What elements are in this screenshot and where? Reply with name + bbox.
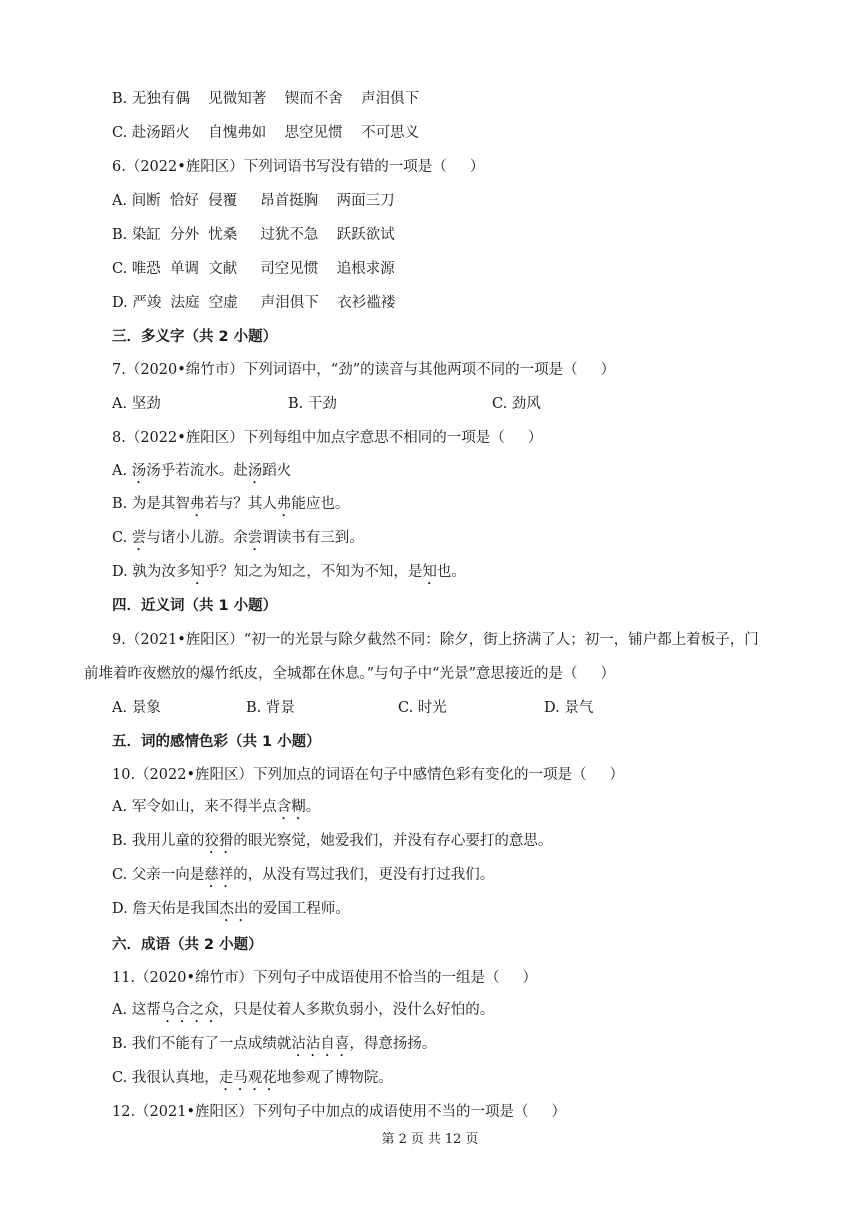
q8a-suffix: 蹈火 <box>262 463 292 479</box>
q6-option-d: D. 严竣 法庭 空虚 声泪俱下 衣衫褴褛 <box>112 295 396 311</box>
page-footer <box>0 1128 860 1147</box>
q10b-text: B. 我用儿童的 <box>112 833 205 849</box>
footer-prefix: 第 <box>381 1132 395 1147</box>
q8d-dotted-1: 知 <box>190 564 205 580</box>
q10-option-a <box>112 797 320 823</box>
q8c-text: 与诸小儿游。余 <box>146 530 248 546</box>
q6-option-c: C. 唯恐 单调 文献 司空见惯 追根求源 <box>112 261 395 277</box>
q8b-dotted-2: 弗 <box>276 496 292 512</box>
q8c-prefix: C. <box>112 530 132 546</box>
q7-option-c: C. 劲风 <box>492 396 541 412</box>
q11-option-c <box>112 1068 393 1094</box>
section-heading-5: 五．词的感情色彩（共 1 小题） <box>112 734 321 750</box>
q8d-suffix: 也。 <box>436 564 466 580</box>
q8-option-a <box>112 461 291 487</box>
q8b-dotted-1: 弗 <box>189 496 205 512</box>
q8d-text: 乎？知之为知之，不知为不知，是 <box>204 564 423 580</box>
q8b-suffix: 能应也。 <box>291 496 350 512</box>
question-7: 7.（2020•绵竹市）下列词语中，“劲”的读音与其他两项不同的一项是（ ） <box>112 362 616 378</box>
question-10: 10.（2022•旌阳区）下列加点的词语在句子中感情色彩有变化的一项是（ ） <box>112 767 625 783</box>
q11-option-a <box>112 1000 494 1026</box>
q10c-dotted: 慈祥 <box>204 867 234 883</box>
footer-mid2: 共 <box>427 1132 441 1147</box>
q10-option-d <box>112 899 350 925</box>
q8d-prefix: D. 孰为汝多 <box>112 564 191 580</box>
q5-option-c: C. 赴汤蹈火 自愧弗如 思空见惯 不可思义 <box>112 125 420 141</box>
q8-option-c <box>112 528 364 554</box>
question-12: 12.（2021•旌阳区）下列句子中加点的成语使用不当的一项是（ ） <box>112 1104 567 1120</box>
q8a-dotted-2: 汤 <box>247 463 263 479</box>
q8a-prefix: A. <box>112 463 132 479</box>
q10b-suffix: 的眼光察觉，她爱我们，并没有存心要打的意思。 <box>233 833 553 849</box>
q11b-text: B. 我们不能有了一点成绩就 <box>112 1036 292 1052</box>
q10c-suffix: 的，从没有骂过我们，更没有打过我们。 <box>233 867 495 883</box>
q10a-dotted: 含糊 <box>276 799 306 815</box>
q7-option-b: B. 干劲 <box>288 396 337 412</box>
q5-option-b: B. 无独有偶 见微知著 锲而不舍 声泪俱下 <box>112 91 420 107</box>
q11c-dotted: 走马观花 <box>218 1070 277 1086</box>
footer-total-pages: 12 <box>444 1132 462 1147</box>
q7-options <box>112 394 541 414</box>
q6-option-b: B. 染缸 分外 忧桑 过犹不急 跃跃欲试 <box>112 227 395 243</box>
q11b-dotted: 沾沾自喜 <box>291 1036 350 1052</box>
q10d-dotted: 杰出 <box>219 901 249 917</box>
question-8: 8.（2022•旌阳区）下列每组中加点字意思不相同的一项是（ ） <box>112 430 543 446</box>
q8b-text: 若与？其人 <box>204 496 277 512</box>
question-9-line-2: 前堆着昨夜燃放的爆竹纸皮，全城都在休息。”与句子中“光景”意思接近的是（ ） <box>84 666 616 682</box>
q10d-suffix: 的爱国工程师。 <box>248 901 350 917</box>
footer-suffix: 页 <box>465 1132 479 1147</box>
q10c-text: C. 父亲一向是 <box>112 867 205 883</box>
q8d-dotted-2: 知 <box>422 564 437 580</box>
q11a-dotted: 乌合之众 <box>160 1002 219 1018</box>
q9-option-d: D. 景气 <box>544 700 594 716</box>
q11c-text: C. 我很认真地， <box>112 1070 219 1086</box>
footer-current-page: 2 <box>398 1132 407 1147</box>
q10d-text: D. 詹天佑是我国 <box>112 901 220 917</box>
question-6: 6.（2022•旌阳区）下列词语书写没有错的一项是（ ） <box>112 159 485 175</box>
q6-option-a: A. 间断 恰好 侵覆 昂首挺胸 两面三刀 <box>112 193 395 209</box>
q8c-suffix: 谓读书有三到。 <box>262 530 364 546</box>
q9-option-c: C. 时光 <box>398 700 447 716</box>
question-9-line-1: 9.（2021•旌阳区）“初一的光景与除夕截然不同：除夕，街上挤满了人；初一，铺户都上着板子，门 <box>112 632 759 648</box>
q11c-suffix: 地参观了博物院。 <box>276 1070 393 1086</box>
section-heading-6: 六．成语（共 2 小题） <box>112 937 263 953</box>
q10a-suffix: 。 <box>305 799 321 815</box>
q11b-suffix: ，得意扬扬。 <box>349 1036 437 1052</box>
q8b-prefix: B. 为是其智 <box>112 496 190 512</box>
section-heading-4: 四．近义词（共 1 小题） <box>112 598 278 614</box>
q8c-dotted-2: 尝 <box>247 530 263 546</box>
q8c-dotted-1: 尝 <box>131 530 147 546</box>
section-heading-3: 三．多义字（共 2 小题） <box>112 329 278 345</box>
q10-option-b <box>112 831 552 857</box>
q8a-text: 汤乎若流水。赴 <box>146 463 248 479</box>
question-11: 11.（2020•绵竹市）下列句子中成语使用不恰当的一组是（ ） <box>112 970 538 986</box>
q10b-dotted: 狡猾 <box>204 833 234 849</box>
q11a-text: A. 这帮 <box>112 1002 161 1018</box>
q8-option-d <box>112 562 466 588</box>
q11a-suffix: ，只是仗着人多欺负弱小，没什么好怕的。 <box>218 1002 495 1018</box>
q9-options <box>112 698 593 718</box>
q7-option-a: A. 坚劲 <box>112 396 161 412</box>
q9-option-a: A. 景象 <box>112 700 161 716</box>
q8-option-b <box>112 494 349 520</box>
q10a-text: A. 军令如山，来不得半点 <box>112 799 277 815</box>
q10-option-c <box>112 865 494 891</box>
q8a-dotted-1: 汤 <box>131 463 147 479</box>
q9-option-b: B. 背景 <box>246 700 295 716</box>
footer-mid1: 页 <box>410 1132 424 1147</box>
q11-option-b <box>112 1034 436 1060</box>
